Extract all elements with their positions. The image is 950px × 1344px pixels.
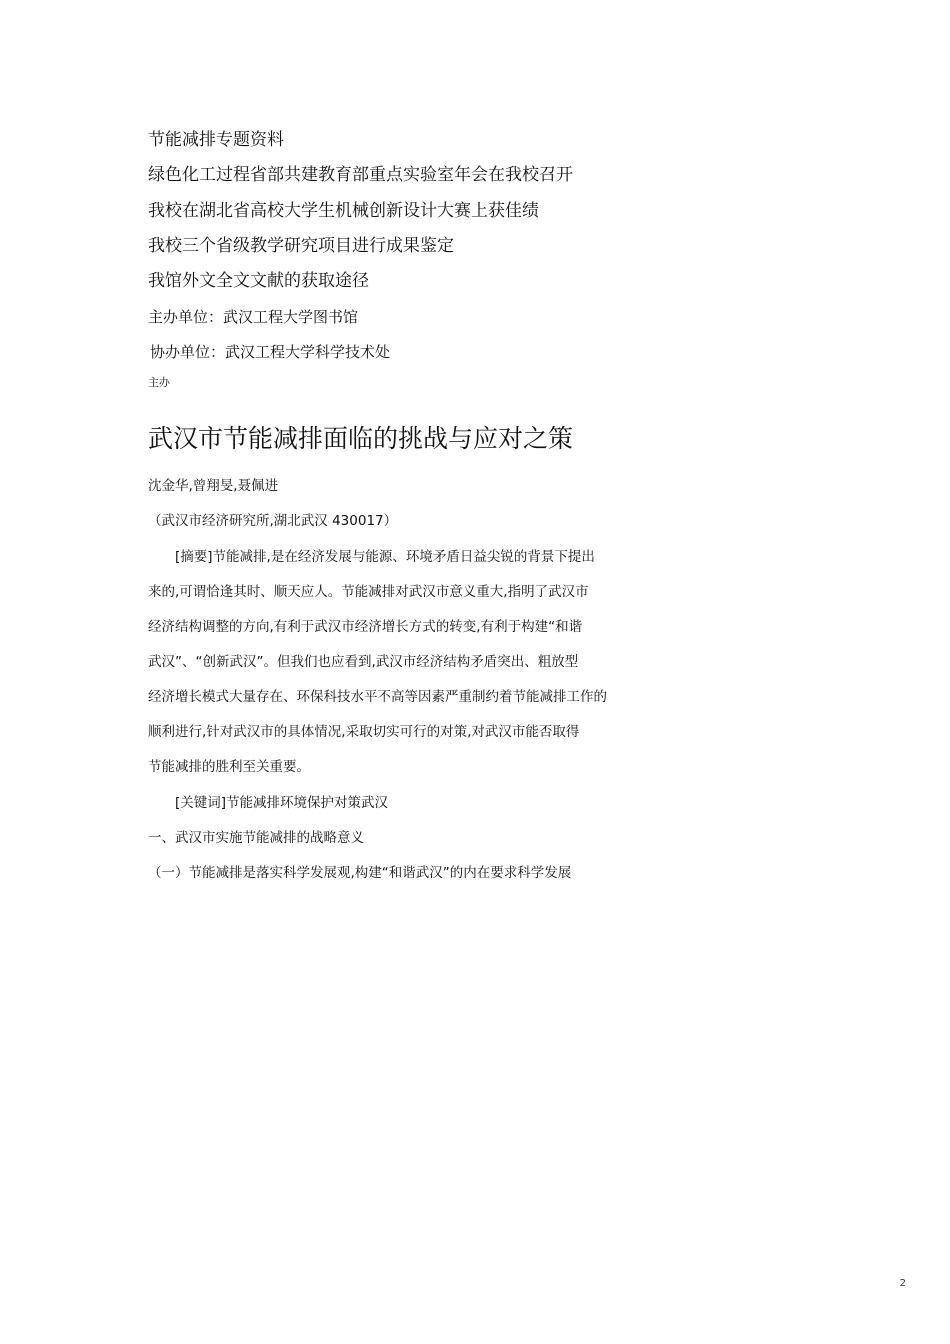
sponsor-line: 主办单位：武汉工程大学图书馆 (148, 308, 359, 326)
link-energy-saving-topic[interactable]: 节能减排专题资料 (148, 130, 284, 150)
link-mechanical-design-contest[interactable]: 我校在湖北省高校大学生机械创新设计大赛上获佳绩 (148, 201, 539, 221)
link-teaching-research-projects[interactable]: 我校三个省级教学研究项目进行成果鉴定 (148, 236, 454, 256)
abstract-line: 来的,可谓恰逢其时、顺天应人。节能减排对武汉市意义重大,指明了武汉市 (148, 584, 589, 600)
small-label: 主办 (148, 376, 170, 389)
link-foreign-literature-access[interactable]: 我馆外文全文文献的获取途径 (148, 271, 369, 291)
article-authors: 沈金华,曾翔旻,聂佩进 (148, 478, 279, 494)
abstract-line: 经济结构调整的方向,有利于武汉市经济增长方式的转变,有利于构建“和谐 (148, 619, 583, 635)
co-sponsor-line: 协办单位：武汉工程大学科学技术处 (150, 343, 391, 361)
abstract-line: 节能减排的胜利至关重要。 (148, 759, 310, 775)
abstract-line: 顺利进行,针对武汉市的具体情况,采取切实可行的对策,对武汉市能否取得 (148, 724, 580, 740)
link-green-chem-lab-meeting[interactable]: 绿色化工过程省部共建教育部重点实验室年会在我校召开 (148, 165, 573, 185)
section-heading: 一、武汉市实施节能减排的战略意义 (148, 830, 364, 846)
abstract-line: 经济增长模式大量存在、环保科技水平不高等因素严重制约着节能减排工作的 (148, 689, 607, 705)
article-affiliation: （武汉市经济研究所,湖北武汉 430017） (148, 513, 398, 529)
page-number: 2 (899, 1278, 906, 1289)
subsection-heading: （一）节能减排是落实科学发展观,构建“和谐武汉”的内在要求科学发展 (148, 865, 572, 881)
article-title: 武汉市节能减排面临的挑战与应对之策 (148, 424, 574, 453)
abstract-line: 武汉”、“创新武汉”。但我们也应看到,武汉市经济结构矛盾突出、粗放型 (148, 654, 579, 670)
abstract-line: [摘要]节能减排,是在经济发展与能源、环境矛盾日益尖锐的背景下提出 (175, 549, 595, 565)
keywords-line: [关键词]节能减排环境保护对策武汉 (175, 795, 389, 811)
